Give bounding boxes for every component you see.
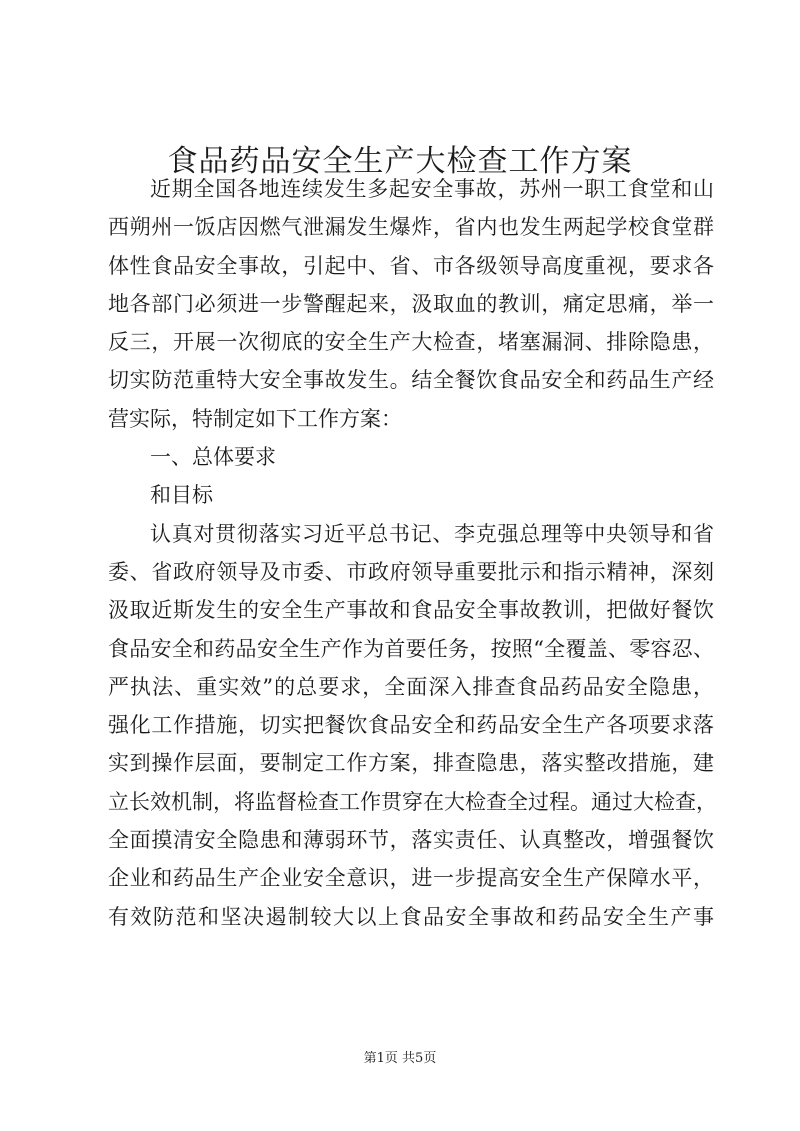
text-line: 地各部门必须进一步警醒起来，汲取血的教训，痛定思痛，举一 [108,291,714,316]
text-line: 立长效机制，将监督检查工作贯穿在大检查全过程。通过大检查， [108,789,717,814]
text-line: 企业和药品生产企业安全意识，进一步提高安全生产保障水平， [108,866,714,891]
text-line: 营实际，特制定如下工作方案： [108,406,402,431]
text-line: 食品安全和药品安全生产作为首要任务，按照“全覆盖、零容忍、 [108,636,714,661]
document-body [108,170,717,936]
section-heading: 一、总体要求 [150,445,276,470]
text-line: 西朔州一饭店因燃气泄漏发生爆炸，省内也发生两起学校食堂群 [108,215,714,240]
text-line: 严执法、重实效”的总要求，全面深入排查食品药品安全隐患， [108,674,714,699]
text-line: 有效防范和坚决遏制较大以上食品安全事故和药品安全生产事 [108,904,714,929]
section-heading-continued: 和目标 [150,483,213,508]
text-line: 切实防范重特大安全事故发生。结全餐饮食品安全和药品生产经 [108,368,714,393]
text-line: 近期全国各地连续发生多起安全事故，苏州一职工食堂和山 [150,177,714,201]
text-line: 全面摸清安全隐患和薄弱环节，落实责任、认真整改，增强餐饮 [108,828,714,853]
text-line: 强化工作措施，切实把餐饮食品安全和药品安全生产各项要求落 [108,713,714,738]
text-line: 汲取近斯发生的安全生产事故和食品安全事故教训，把做好餐饮 [108,598,714,623]
document-title: 食品药品安全生产大检查工作方案 [167,144,633,179]
text-line: 委、省政府领导及市委、市政府领导重要批示和指示精神，深刻 [108,559,714,584]
text-line: 认真对贯彻落实习近平总书记、李克强总理等中央领导和省 [150,521,714,546]
text-line: 反三，开展一次彻底的安全生产大检查，堵塞漏洞、排除隐患， [108,330,714,355]
page-footer: 第1页 共5页 [363,1051,437,1066]
text-line: 体性食品安全事故，引起中、省、市各级领导高度重视，要求各 [108,253,714,278]
text-line: 实到操作层面，要制定工作方案，排查隐患，落实整改措施，建 [108,751,714,776]
